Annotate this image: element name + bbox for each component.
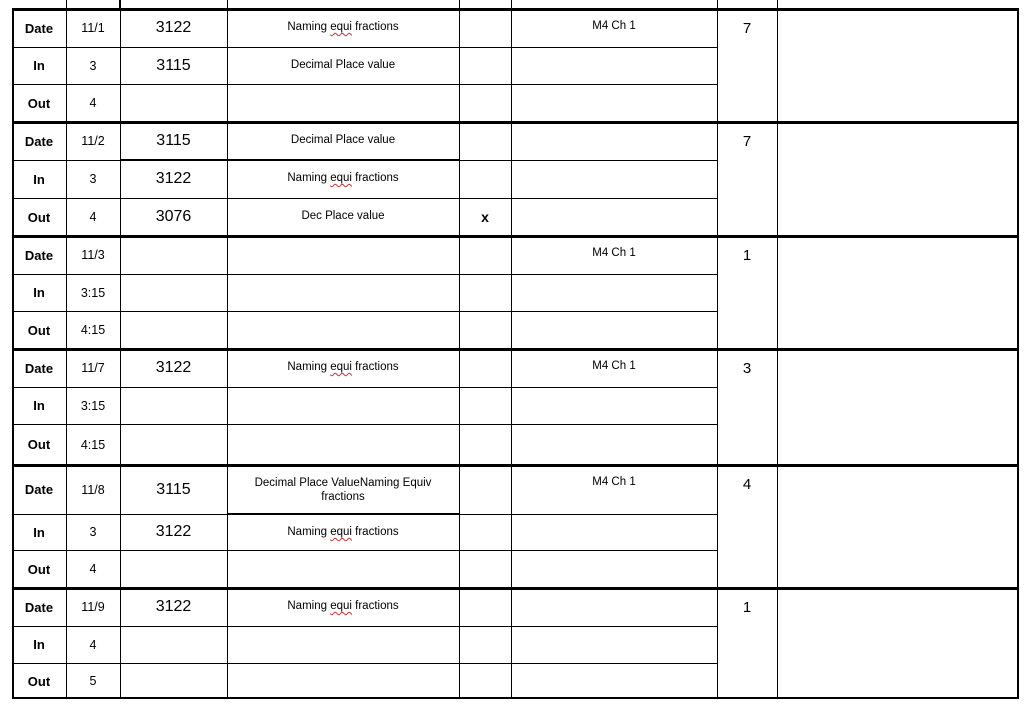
topic-text [287,171,398,185]
topic-description [227,236,459,274]
course-code: 3115 [156,480,191,498]
notes-cell[interactable] [777,236,1019,349]
row-value-date: 11/7 [81,361,105,375]
topic-text-part: fractions [351,172,399,184]
chapter-ref: M4 Ch 1 [592,20,636,32]
check-mark [459,47,511,84]
row-value-out: 4:15 [80,323,106,337]
course-code [120,550,227,588]
topic-text [301,209,384,223]
check-mark [459,550,511,588]
course-code: 3115 [156,132,191,149]
topic-description [227,550,459,588]
row-label-date: Date [24,599,54,615]
row-value-date: 11/1 [81,21,105,35]
check-mark [459,514,511,550]
topic-text-part: Decimal Place value [290,134,396,146]
session-count: 7 [742,20,752,37]
check-mark: x [481,209,489,225]
check-mark [459,236,511,274]
row-label-in: In [33,285,45,300]
row-label-out: Out [27,95,51,111]
topic-text [287,525,398,539]
topic-text [287,599,398,613]
check-mark [459,465,511,514]
topic-text-part: fractions [351,21,399,33]
notes-cell[interactable] [777,588,1019,699]
course-code [120,84,227,122]
topic-text [287,360,398,374]
topic-text-misspelled: equi [330,526,352,538]
course-code [120,424,227,465]
session-count: 4 [742,476,752,493]
topic-description [227,9,459,47]
topic-text [287,20,398,34]
topic-text-part: Naming [287,526,331,538]
topic-text [245,476,441,504]
row-label-in: In [33,58,45,73]
row-value-in: 3:15 [80,285,106,300]
topic-description [227,47,459,84]
row-value-in: 3 [89,172,97,186]
topic-text-part: fractions [351,600,399,612]
check-mark [459,626,511,663]
notes-cell[interactable] [777,465,1019,588]
row-label-date: Date [24,20,54,36]
row-value-date: 11/8 [81,482,105,497]
topic-text-part: fractions [351,526,399,538]
row-label-date: Date [24,247,54,263]
topic-description [227,465,459,514]
check-mark [459,160,511,198]
topic-text-misspelled: equi [330,361,352,373]
topic-text-misspelled: equi [330,21,352,33]
topic-text [291,58,395,72]
row-label-in: In [33,637,45,652]
check-mark [459,663,511,699]
row-value-in: 4 [89,637,97,652]
row-label-in: In [33,524,45,540]
topic-text-misspelled: equi [330,172,352,184]
row-value-date: 11/2 [81,134,105,148]
chapter-ref: M4 Ch 1 [592,360,636,372]
row-value-in: 3 [89,58,97,73]
check-mark [459,122,511,160]
row-value-in: 3 [89,525,97,539]
topic-text-part: fractions [351,361,399,373]
row-label-date: Date [24,482,54,497]
notes-cell[interactable] [777,349,1019,465]
chapter-ref [511,588,717,626]
topic-description [227,84,459,122]
row-value-date: 11/3 [81,248,105,262]
notes-cell[interactable] [777,9,1019,122]
topic-text-part: Decimal Place ValueNaming Equiv fractions [254,477,432,503]
course-code [120,387,227,424]
topic-text-misspelled: equi [330,600,352,612]
course-code [120,274,227,311]
topic-description [227,588,459,626]
check-mark [459,424,511,465]
row-label-out: Out [27,561,51,577]
course-code [120,663,227,699]
course-code: 3115 [156,56,191,74]
row-value-out: 4 [89,562,97,576]
check-mark [459,387,511,424]
course-code [120,311,227,349]
course-code: 3122 [155,359,192,376]
row-label-in: In [33,398,45,413]
course-code: 3076 [155,208,192,225]
check-mark [459,588,511,626]
topic-description [227,424,459,465]
notes-cell[interactable] [777,122,1019,236]
topic-description [227,160,459,198]
topic-text [291,133,395,147]
topic-description [227,198,459,236]
check-mark [459,274,511,311]
row-label-date: Date [24,133,54,149]
course-code: 3122 [155,170,192,187]
row-label-out: Out [27,673,51,689]
topic-description [227,274,459,311]
check-mark [459,9,511,47]
topic-description [227,122,459,160]
topic-text-part: Naming [287,361,331,373]
session-count: 1 [742,247,752,264]
topic-text-part: Dec Place value [301,210,385,222]
row-value-date: 11/9 [81,600,105,614]
chapter-ref: M4 Ch 1 [592,247,636,259]
row-label-in: In [33,171,45,187]
check-mark [459,84,511,122]
course-code [120,236,227,274]
row-label-out: Out [27,437,51,452]
row-value-out: 4 [89,96,97,110]
check-mark [459,311,511,349]
course-code: 3122 [155,19,192,36]
row-label-out: Out [27,322,51,338]
course-code [120,626,227,663]
row-value-in: 3:15 [80,398,106,413]
row-divider-accent [227,513,459,515]
topic-text-part: Naming [287,21,331,33]
row-value-out: 4 [89,210,97,224]
column-divider-stub [119,0,121,10]
top-border [12,8,1019,11]
topic-text-part: Decimal Place value [290,59,396,71]
session-count: 7 [742,133,752,150]
topic-text-part: Naming [287,172,331,184]
row-value-out: 5 [89,674,97,688]
row-divider-accent [120,159,459,161]
course-code: 3122 [155,598,192,615]
topic-description [227,387,459,424]
check-mark [459,349,511,387]
topic-description [227,514,459,550]
row-label-out: Out [27,209,51,225]
topic-description [227,349,459,387]
topic-text-part: Naming [287,600,331,612]
chapter-ref: M4 Ch 1 [592,476,636,488]
session-count: 3 [742,360,752,377]
topic-description [227,311,459,349]
row-label-date: Date [24,360,54,376]
topic-description [227,626,459,663]
topic-description [227,663,459,699]
course-code: 3122 [155,523,192,540]
row-value-out: 4:15 [80,437,106,452]
session-count: 1 [742,599,752,616]
chapter-ref [511,122,717,160]
